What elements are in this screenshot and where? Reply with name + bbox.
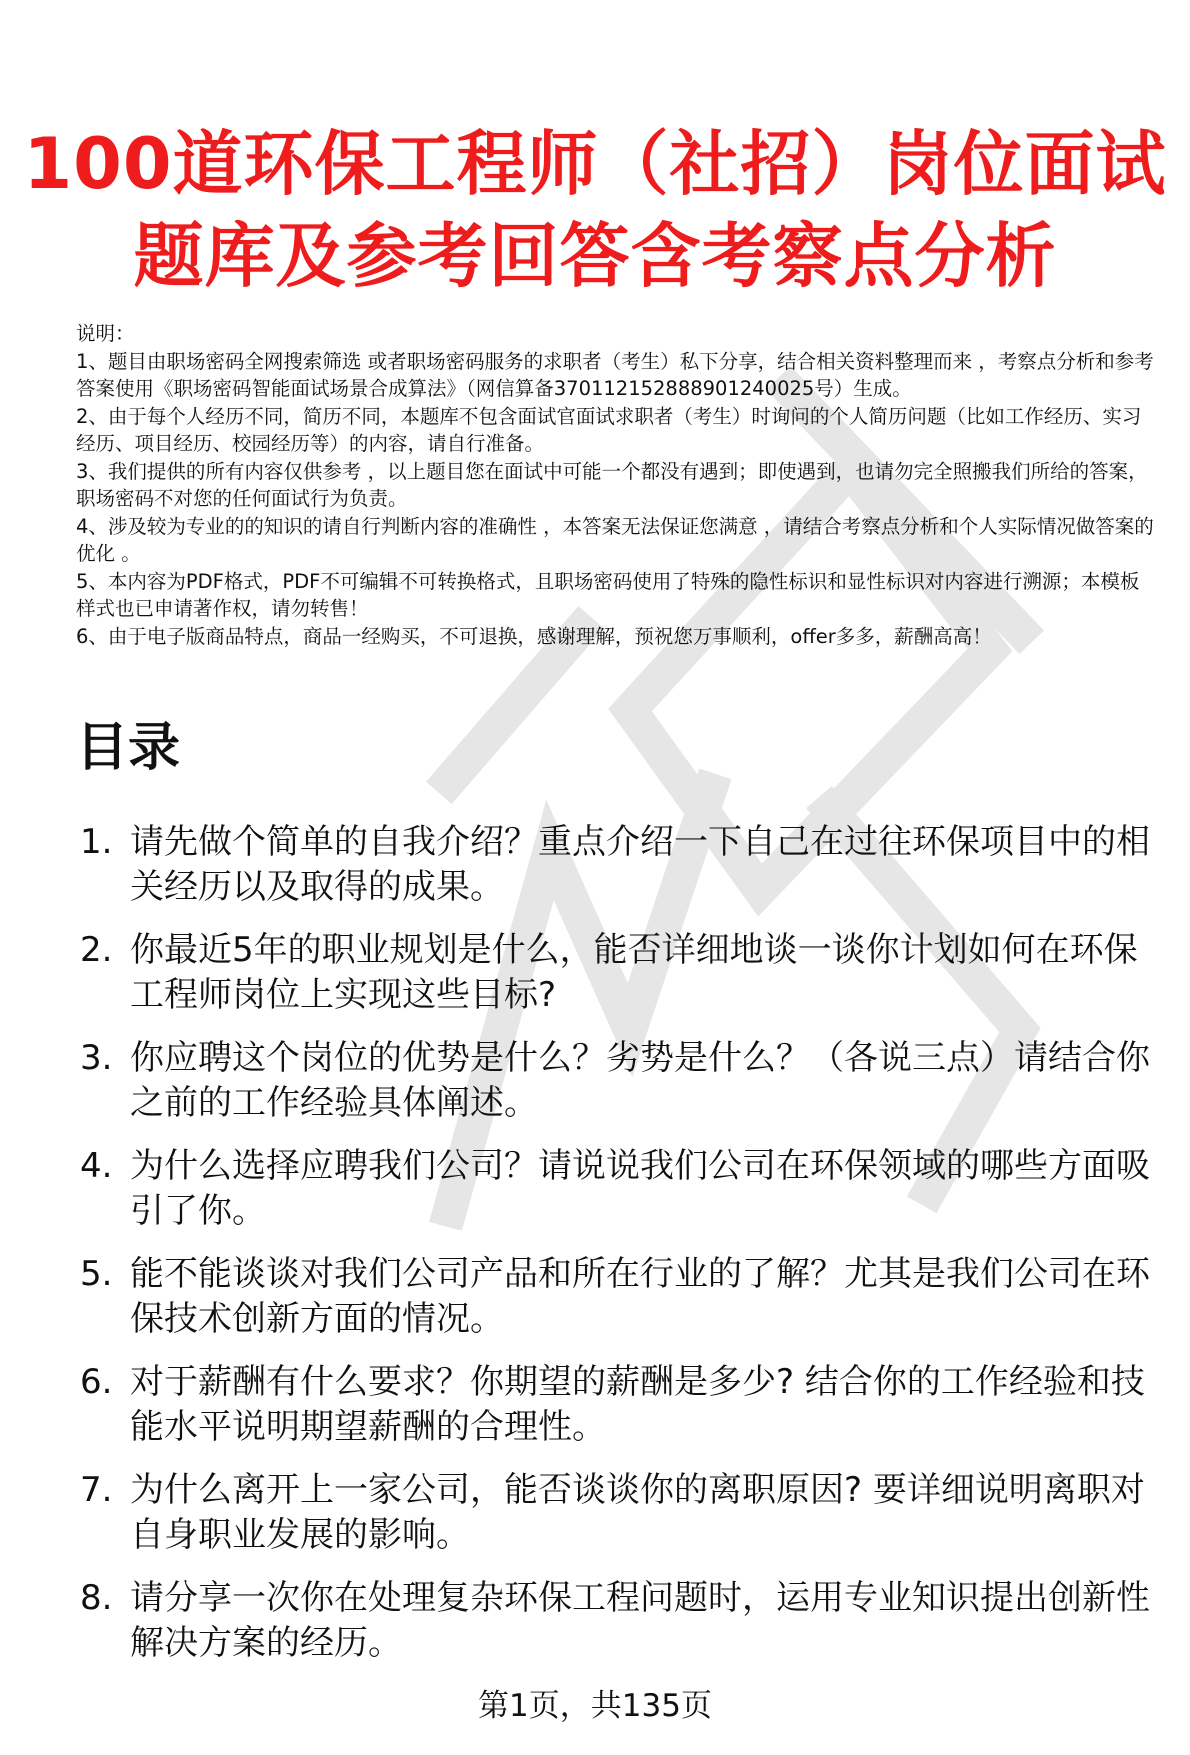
- toc-item-number: 4.: [80, 1146, 113, 1186]
- toc-item-number: 1.: [80, 822, 113, 862]
- toc-item-number: 8.: [80, 1578, 113, 1618]
- note-item: 1、题目由职场密码全网搜索筛选 或者职场密码服务的求职者（考生）私下分享，结合相关资料整理而来 ，考察点分析和参考答案使用《职场密码智能面试场景合成算法》（网信算备370112152888901240025号）生成。: [76, 349, 1154, 400]
- note-item: 6、由于电子版商品特点，商品一经购买，不可退换，感谢理解，预祝您万事顺利，offer多多，薪酬高高！: [76, 624, 992, 648]
- notes-heading: 说明：: [76, 322, 135, 345]
- toc-item-text: 能不能谈谈对我们公司产品和所在行业的了解？尤其是我们公司在环保技术创新方面的情况。: [130, 1254, 1150, 1339]
- toc-item-number: 5.: [80, 1254, 113, 1294]
- page-footer: 第1页，共135页: [478, 1688, 712, 1724]
- toc-item-text: 你应聘这个岗位的优势是什么？劣势是什么？（各说三点）请结合你之前的工作经验具体阐述。: [130, 1038, 1150, 1123]
- toc-item-text: 对于薪酬有什么要求？你期望的薪酬是多少? 结合你的工作经验和技能水平说明期望薪酬的合理性。: [130, 1362, 1145, 1447]
- toc-item-number: 2.: [80, 930, 113, 970]
- title-line-1: 100道环保工程师（社招）岗位面试: [23, 123, 1167, 205]
- toc-item-6[interactable]: [76, 1360, 1166, 1450]
- toc-item-text: 为什么选择应聘我们公司？请说说我们公司在环保领域的哪些方面吸引了你。: [130, 1146, 1150, 1231]
- toc-item-7[interactable]: [76, 1468, 1166, 1558]
- note-item: 2、由于每个人经历不同，简历不同，本题库不包含面试官面试求职者（考生）时询问的个人简历问题（比如工作经历、实习经历、项目经历、校园经历等）的内容，请自行准备。: [76, 404, 1142, 455]
- toc-item-text: 请先做个简单的自我介绍？重点介绍一下自己在过往环保项目中的相关经历以及取得的成果。: [130, 822, 1150, 907]
- toc-item-number: 7.: [80, 1470, 113, 1510]
- toc-heading: 目录: [76, 718, 181, 778]
- note-item: 3、我们提供的所有内容仅供参考 ，以上题目您在面试中可能一个都没有遇到；即使遇到，也请勿完全照搬我们所给的答案，职场密码不对您的任何面试行为负责。: [76, 459, 1148, 510]
- title-line-2: 题库及参考回答含考察点分析: [133, 215, 1057, 297]
- toc-item-5[interactable]: [76, 1252, 1166, 1342]
- toc-item-1[interactable]: [76, 820, 1166, 910]
- toc-item-3[interactable]: [76, 1036, 1166, 1126]
- note-item: 4、涉及较为专业的的知识的请自行判断内容的准确性 ，本答案无法保证您满意 ，请结合考察点分析和个人实际情况做答案的优化 。: [76, 514, 1154, 565]
- toc-item-4[interactable]: [76, 1144, 1166, 1234]
- note-item: 5、本内容为PDF格式，PDF不可编辑不可转换格式，且职场密码使用了特殊的隐性标识和显性标识对内容进行溯源；本模板样式也已申请著作权，请勿转售！: [76, 569, 1140, 620]
- table-of-contents: [76, 820, 1166, 1684]
- toc-item-number: 3.: [80, 1038, 113, 1078]
- disclaimer-notes: [76, 320, 1158, 650]
- toc-item-text: 为什么离开上一家公司，能否谈谈你的离职原因? 要详细说明离职对自身职业发展的影响。: [130, 1470, 1145, 1555]
- toc-item-2[interactable]: [76, 928, 1166, 1018]
- document-title: [0, 118, 1190, 302]
- toc-item-8[interactable]: [76, 1576, 1166, 1666]
- toc-item-number: 6.: [80, 1362, 113, 1402]
- toc-item-text: 你最近5年的职业规划是什么，能否详细地谈一谈你计划如何在环保工程师岗位上实现这些目标?: [130, 930, 1138, 1015]
- toc-item-text: 请分享一次你在处理复杂环保工程问题时，运用专业知识提出创新性解决方案的经历。: [130, 1578, 1150, 1663]
